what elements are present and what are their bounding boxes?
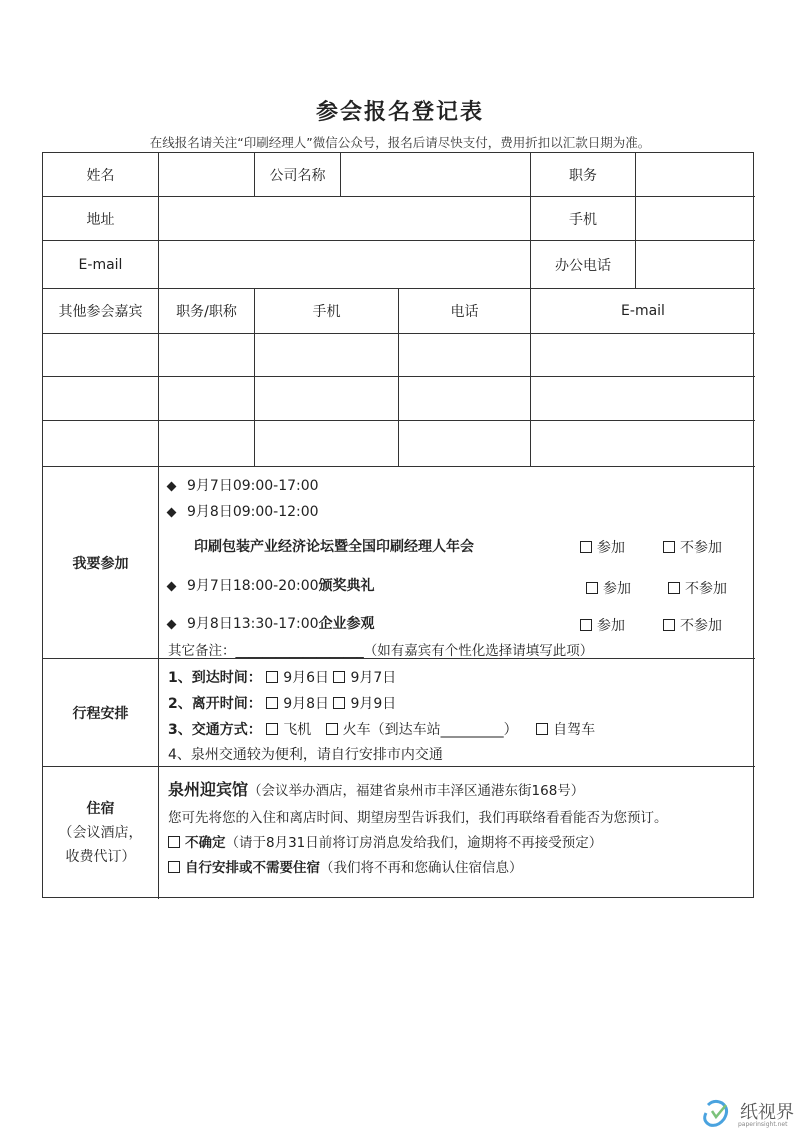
checkbox-icon — [266, 671, 278, 683]
mobile-input[interactable] — [636, 197, 755, 240]
itinerary-label: 行程安排 — [72, 705, 129, 722]
label-address: 地址 — [86, 211, 115, 228]
hotel-section — [168, 767, 753, 899]
itinerary-note: 4、泉州交通较为便利，请自行安排市内交通 — [168, 747, 443, 763]
hotel-option-uncertain[interactable]: 不确定（请于8月31日前将订房消息发给我们，逾期将不再接受预定） — [168, 831, 602, 851]
bullet-icon — [167, 507, 177, 517]
item2-option-yes[interactable]: 参加 — [586, 578, 631, 598]
guests-header-email: E-mail — [621, 303, 665, 319]
arrive-option-1[interactable]: 9月6日 — [266, 670, 329, 686]
checkbox-icon — [668, 582, 680, 594]
checkbox-icon — [326, 723, 338, 735]
transport-car[interactable]: 自驾车 — [536, 722, 595, 738]
item1-title: 印刷包装产业经济论坛暨全国印刷经理人年会 — [194, 539, 474, 555]
checkbox-icon — [266, 697, 278, 709]
item2-title: 颁奖典礼 — [318, 578, 375, 594]
bullet-icon — [167, 619, 177, 629]
item2-option-no[interactable]: 不参加 — [668, 578, 727, 598]
checkbox-icon — [580, 619, 592, 631]
guests-header-title: 职务/职称 — [176, 304, 237, 320]
checkbox-icon — [580, 541, 592, 553]
label-name: 姓名 — [86, 167, 115, 184]
leave-option-1[interactable]: 9月8日 — [266, 696, 329, 712]
arrive-option-2[interactable]: 9月7日 — [333, 670, 396, 686]
item1-time-a: 9月7日09:00-17:00 — [187, 478, 319, 494]
item3-option-yes[interactable]: 参加 — [580, 615, 625, 635]
address-input[interactable] — [159, 197, 530, 288]
form-subtitle: 在线报名请关注“印刷经理人”微信公众号，报名后请尽快支付，费用折扣以汇款日期为准。 — [149, 135, 651, 150]
label-email: E-mail — [78, 256, 123, 273]
attend-label: 我要参加 — [72, 555, 129, 572]
guests-header-phone: 电话 — [450, 304, 479, 320]
itinerary-section — [168, 659, 753, 766]
leave-label: 2、离开时间： — [168, 696, 262, 712]
label-mobile: 手机 — [569, 211, 597, 228]
watermark-brand: 纸视界 — [740, 1102, 794, 1123]
attend-section — [168, 467, 753, 658]
hotel-desc: 您可先将您的入住和离店时间、期望房型告诉我们，我们再联络看看能否为您预订。 — [168, 810, 668, 826]
hotel-address: （会议举办酒店，福建省泉州市丰泽区通港东街168号） — [248, 783, 585, 799]
office-phone-input[interactable] — [636, 241, 755, 288]
transport-label: 3、交通方式： — [168, 722, 262, 738]
name-input[interactable] — [159, 153, 254, 196]
guests-header-name: 其他参会嘉宾 — [58, 304, 143, 320]
item1-time-b: 9月8日09:00-12:00 — [187, 504, 319, 520]
label-office-phone: 办公电话 — [555, 257, 611, 274]
checkbox-icon — [663, 619, 675, 631]
transport-plane[interactable]: 飞机 — [266, 722, 311, 738]
checkbox-icon — [333, 671, 345, 683]
leave-option-2[interactable]: 9月9日 — [333, 696, 396, 712]
checkbox-icon — [586, 582, 598, 594]
registration-form-table — [42, 152, 754, 898]
position-input[interactable] — [636, 153, 755, 196]
item3-title: 企业参观 — [318, 616, 375, 632]
form-title: 参会报名登记表 — [315, 100, 484, 125]
item3-time: 9月8日13:30-17:00 — [187, 616, 319, 632]
item2-time: 9月7日18:00-20:00 — [187, 578, 319, 594]
checkbox-icon — [168, 836, 180, 848]
item1-option-yes[interactable]: 参加 — [580, 537, 625, 557]
watermark-url: paperinsight.net — [738, 1121, 788, 1128]
arrive-label: 1、到达时间： — [168, 670, 262, 686]
item3-option-no[interactable]: 不参加 — [663, 615, 722, 635]
checkbox-icon — [663, 541, 675, 553]
checkbox-icon — [536, 723, 548, 735]
guests-header-mobile: 手机 — [312, 304, 341, 320]
checkbox-icon — [333, 697, 345, 709]
checkbox-icon — [266, 723, 278, 735]
checkbox-icon — [168, 861, 180, 873]
company-input[interactable] — [341, 153, 530, 196]
transport-train[interactable]: 火车（到达车站_________） — [326, 722, 518, 738]
hotel-option-self[interactable]: 自行安排或不需要住宿（我们将不再和您确认住宿信息） — [168, 856, 523, 876]
label-position: 职务 — [569, 167, 597, 184]
label-company: 公司名称 — [269, 167, 326, 184]
attend-note: 其它备注：___________________（如有嘉宾有个性化选择请填写此项） — [168, 643, 594, 659]
item1-option-no[interactable]: 不参加 — [663, 537, 722, 557]
bullet-icon — [167, 481, 177, 491]
hotel-name: 泉州迎宾馆 — [168, 780, 249, 799]
hotel-label: 住宿 （会议酒店， 收费代订） — [58, 801, 143, 865]
bullet-icon — [167, 581, 177, 591]
